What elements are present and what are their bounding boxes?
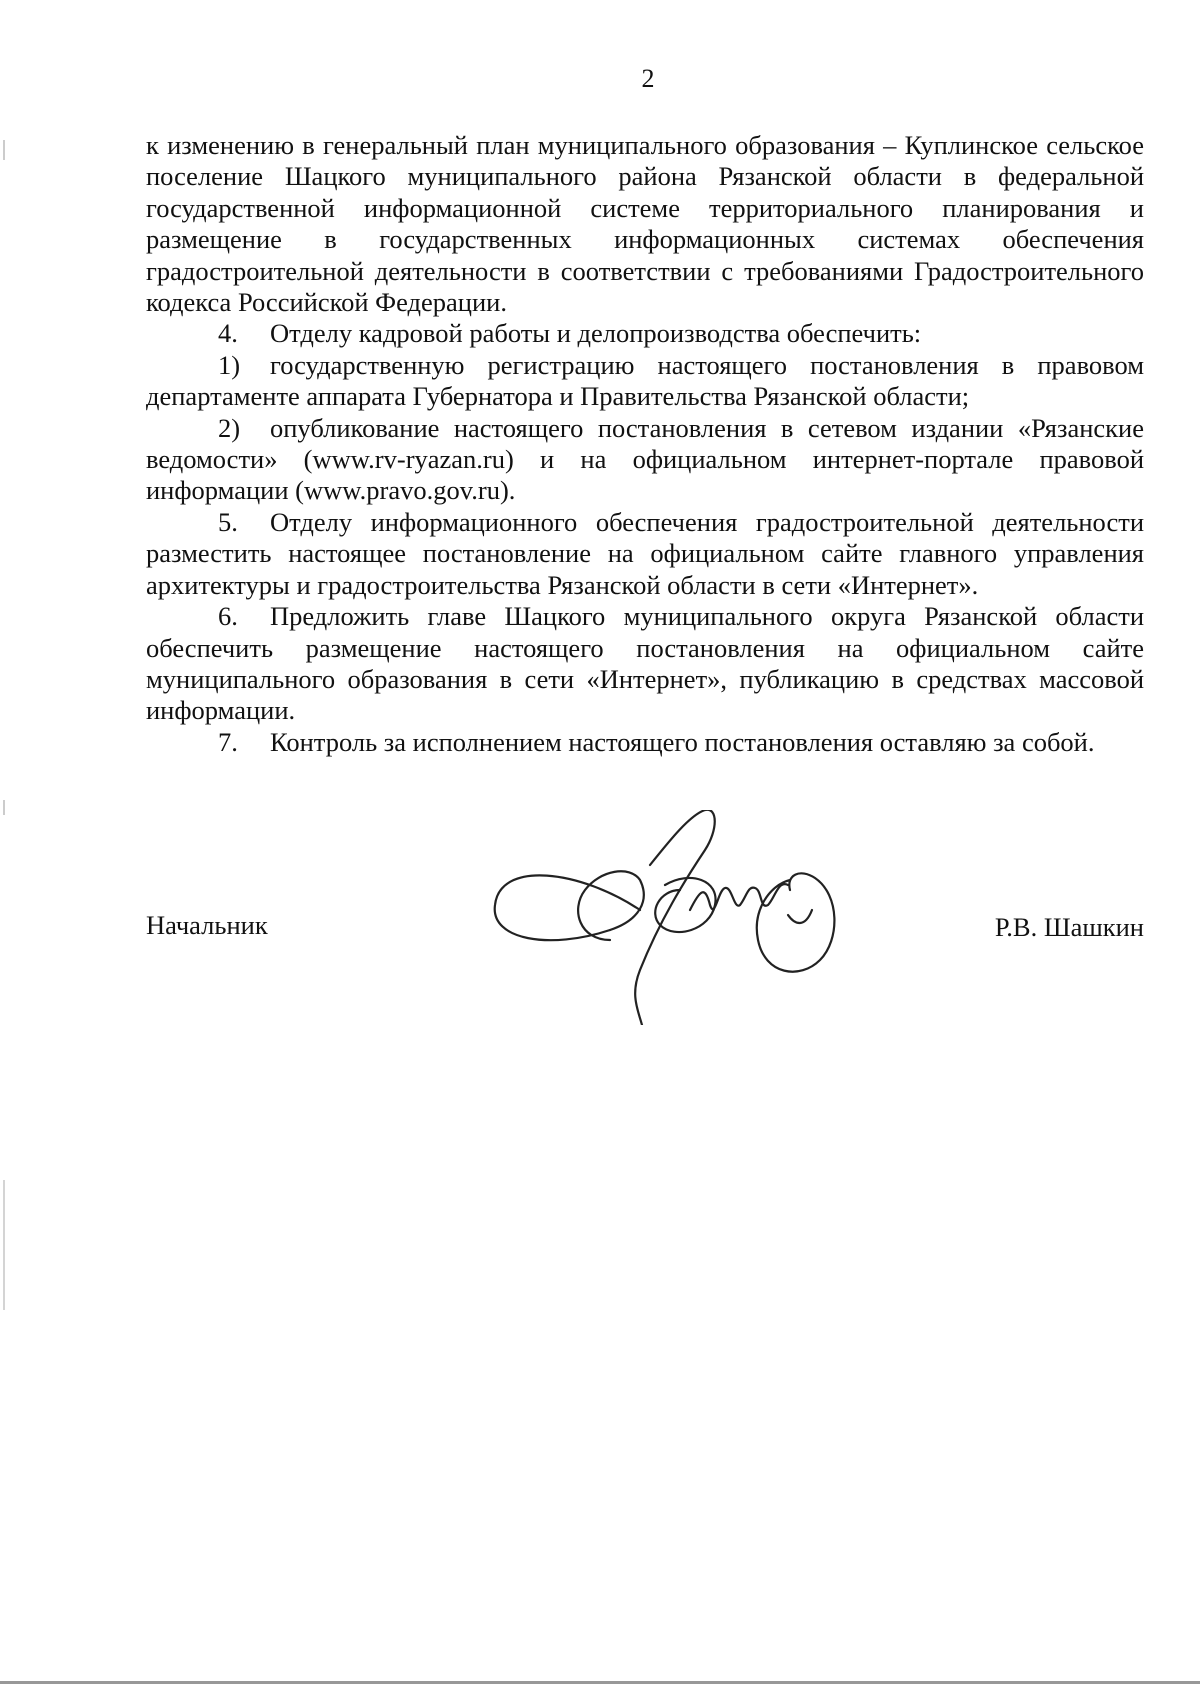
item-number: 4. [218,318,238,349]
item-6 [146,601,1144,727]
item-4-1 [146,350,1144,413]
signatory-name: Р.В. Шашкин [994,912,1144,942]
item-5 [146,507,1144,601]
item-number: 2) [218,412,241,443]
continuation-paragraph: к изменению в генеральный план муниципального образования – Куплинское сельское поселение Шацкого муниципального района Рязанской области в федеральной государственной информационной системе территориального планирования и размещение в государственных информационных системах обеспечения градостроительной деятельности в соответствии с требованиями Градостроительного кодекса Российской Федерации. [146,130,1144,318]
item-number: 5. [218,506,238,537]
item-number: 1) [218,349,241,380]
item-text: Отделу кадровой работы и делопроизводства обеспечить: [270,318,922,349]
item-number: 7. [218,726,238,757]
signatory-title: Начальник [146,910,268,940]
document-body [146,130,1144,758]
scan-bottom-edge [0,1681,1200,1684]
item-7 [146,727,1144,758]
item-number: 6. [218,601,238,632]
item-text: опубликование настоящего постановления в сетевом издании «Рязанские ведомости» (www.rv-ryazan.ru) и на официальном интернет-портале правовой информации (www.pravo.gov.ru). [146,412,1144,506]
item-4 [146,318,1144,349]
page-number: 2 [641,64,655,93]
item-text: государственную регистрацию настоящего постановления в правовом департаменте аппарата Губернатора и Правительства Рязанской области; [146,349,1144,412]
item-4-2 [146,413,1144,507]
item-text: Предложить главе Шацкого муниципального округа Рязанской области обеспечить размещение настоящего постановления на официальном сайте муниципального образования в сети «Интернет», публикацию в средствах массовой информации. [146,601,1144,726]
item-text: Контроль за исполнением настоящего постановления оставляю за собой. [270,726,1095,757]
signature-block [146,910,1144,950]
item-text: Отделу информационного обеспечения градостроительной деятельности разместить настоящее постановление на официальном сайте главного управления архитектуры и градостроительства Рязанской области в сети «Интернет». [146,506,1144,600]
scan-margin-marks [3,0,5,1697]
